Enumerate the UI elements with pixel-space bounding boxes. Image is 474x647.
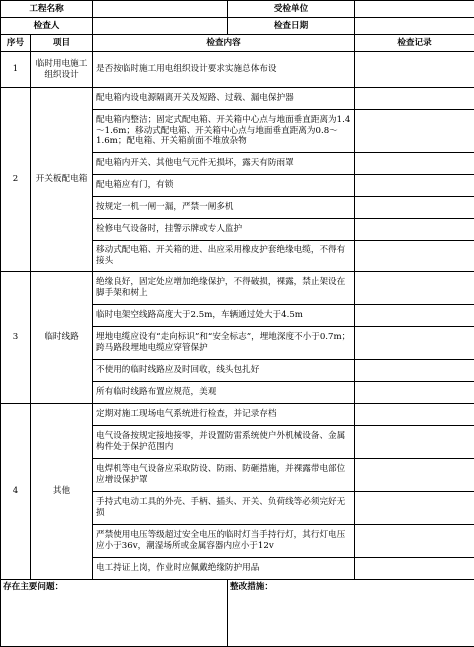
content-cell: 配电箱内设电源隔离开关及短路、过载、漏电保护器 xyxy=(93,88,355,110)
record-cell[interactable] xyxy=(355,525,474,558)
content-cell: 移动式配电箱、开关箱的进、出应采用橡皮护套绝缘电缆，不得有接头 xyxy=(93,241,355,272)
header-row-2 xyxy=(1,18,474,35)
col-record-header: 检查记录 xyxy=(355,35,474,52)
content-cell: 埋地电缆应设有“走向标识”和“安全标志”，埋地深度不小于0.7m；跨马路段埋地电缆应穿管保护 xyxy=(93,327,355,360)
record-cell[interactable] xyxy=(355,459,474,492)
record-cell[interactable] xyxy=(355,52,474,88)
seq-cell: 4 xyxy=(1,404,31,580)
table-row xyxy=(1,272,474,305)
content-cell: 所有临时线路布置应规范，美观 xyxy=(93,382,355,404)
table-row xyxy=(1,404,474,426)
problems-label[interactable]: 存在主要问题： xyxy=(1,580,228,647)
content-cell: 配电箱应有门，有锁 xyxy=(93,175,355,197)
record-cell[interactable] xyxy=(355,305,474,327)
content-cell: 临时电架空线路高度大于2.5m，车辆通过处大于4.5m xyxy=(93,305,355,327)
seq-cell: 2 xyxy=(1,88,31,272)
content-cell: 是否按临时施工用电组织设计要求实施总体布设 xyxy=(93,52,355,88)
item-cell: 临时用电施工组织设计 xyxy=(31,52,93,88)
header-row-1 xyxy=(1,1,474,18)
record-cell[interactable] xyxy=(355,327,474,360)
record-cell[interactable] xyxy=(355,175,474,197)
seq-cell: 3 xyxy=(1,272,31,404)
col-item-header: 项目 xyxy=(31,35,93,52)
item-cell: 开关板配电箱 xyxy=(31,88,93,272)
inspection-date-value[interactable] xyxy=(355,18,474,35)
record-cell[interactable] xyxy=(355,558,474,580)
column-header-row xyxy=(1,35,474,52)
content-cell: 不使用的临时线路应及时回收，线头包扎好 xyxy=(93,360,355,382)
rectification-label[interactable]: 整改措施： xyxy=(228,580,474,647)
content-cell: 绝缘良好，固定处应增加绝缘保护，不得破损，裸露，禁止架设在脚手架和树上 xyxy=(93,272,355,305)
content-cell: 按规定一机一闸一漏，严禁一闸多机 xyxy=(93,197,355,219)
footer-row xyxy=(1,580,474,647)
inspector-label: 检查人 xyxy=(1,18,93,35)
record-cell[interactable] xyxy=(355,492,474,525)
inspector-value[interactable] xyxy=(93,18,228,35)
content-cell: 配电箱内开关、其他电气元件无损坏，露天有防雨罩 xyxy=(93,153,355,175)
content-cell: 检修电气设备时，挂警示牌或专人监护 xyxy=(93,219,355,241)
record-cell[interactable] xyxy=(355,360,474,382)
record-cell[interactable] xyxy=(355,272,474,305)
item-cell: 临时线路 xyxy=(31,272,93,404)
table-row xyxy=(1,88,474,110)
content-cell: 电工持证上岗，作业时应佩戴绝缘防护用品 xyxy=(93,558,355,580)
seq-cell: 1 xyxy=(1,52,31,88)
inspection-date-label: 检查日期 xyxy=(228,18,355,35)
record-cell[interactable] xyxy=(355,404,474,426)
col-seq-header: 序号 xyxy=(1,35,31,52)
item-cell: 其他 xyxy=(31,404,93,580)
col-content-header: 检查内容 xyxy=(93,35,355,52)
record-cell[interactable] xyxy=(355,426,474,459)
record-cell[interactable] xyxy=(355,197,474,219)
record-cell[interactable] xyxy=(355,219,474,241)
record-cell[interactable] xyxy=(355,88,474,110)
content-cell: 电焊机等电气设备应采取防设、防雨、防砸措施，并裸露带电部位应增设保护罩 xyxy=(93,459,355,492)
project-name-value[interactable] xyxy=(93,1,228,18)
content-cell: 手持式电动工具的外壳、手柄、插头、开关、负荷线等必须完好无损 xyxy=(93,492,355,525)
project-name-label: 工程名称 xyxy=(1,1,93,18)
record-cell[interactable] xyxy=(355,241,474,272)
record-cell[interactable] xyxy=(355,382,474,404)
content-cell: 配电箱内整洁；固定式配电箱、开关箱中心点与地面垂直距离为1.4～1.6m；移动式配电箱、开关箱中心点与地面垂直距离为0.8～1.6m；配电箱、开关箱前面不堆放杂物 xyxy=(93,110,355,153)
content-cell: 严禁使用电压等级超过安全电压的临时灯当手持行灯，其行灯电压应小于36v，潮湿场所或金属容器内应小于12v xyxy=(93,525,355,558)
inspected-unit-value[interactable] xyxy=(355,1,474,18)
record-cell[interactable] xyxy=(355,153,474,175)
content-cell: 定期对施工现场电气系统进行检查，并记录存档 xyxy=(93,404,355,426)
table-row xyxy=(1,52,474,88)
record-cell[interactable] xyxy=(355,110,474,153)
inspected-unit-label: 受检单位 xyxy=(228,1,355,18)
content-cell: 电气设备按规定接地接零，并设置防雷系统使户外机械设备、金属构件处于保护范围内 xyxy=(93,426,355,459)
